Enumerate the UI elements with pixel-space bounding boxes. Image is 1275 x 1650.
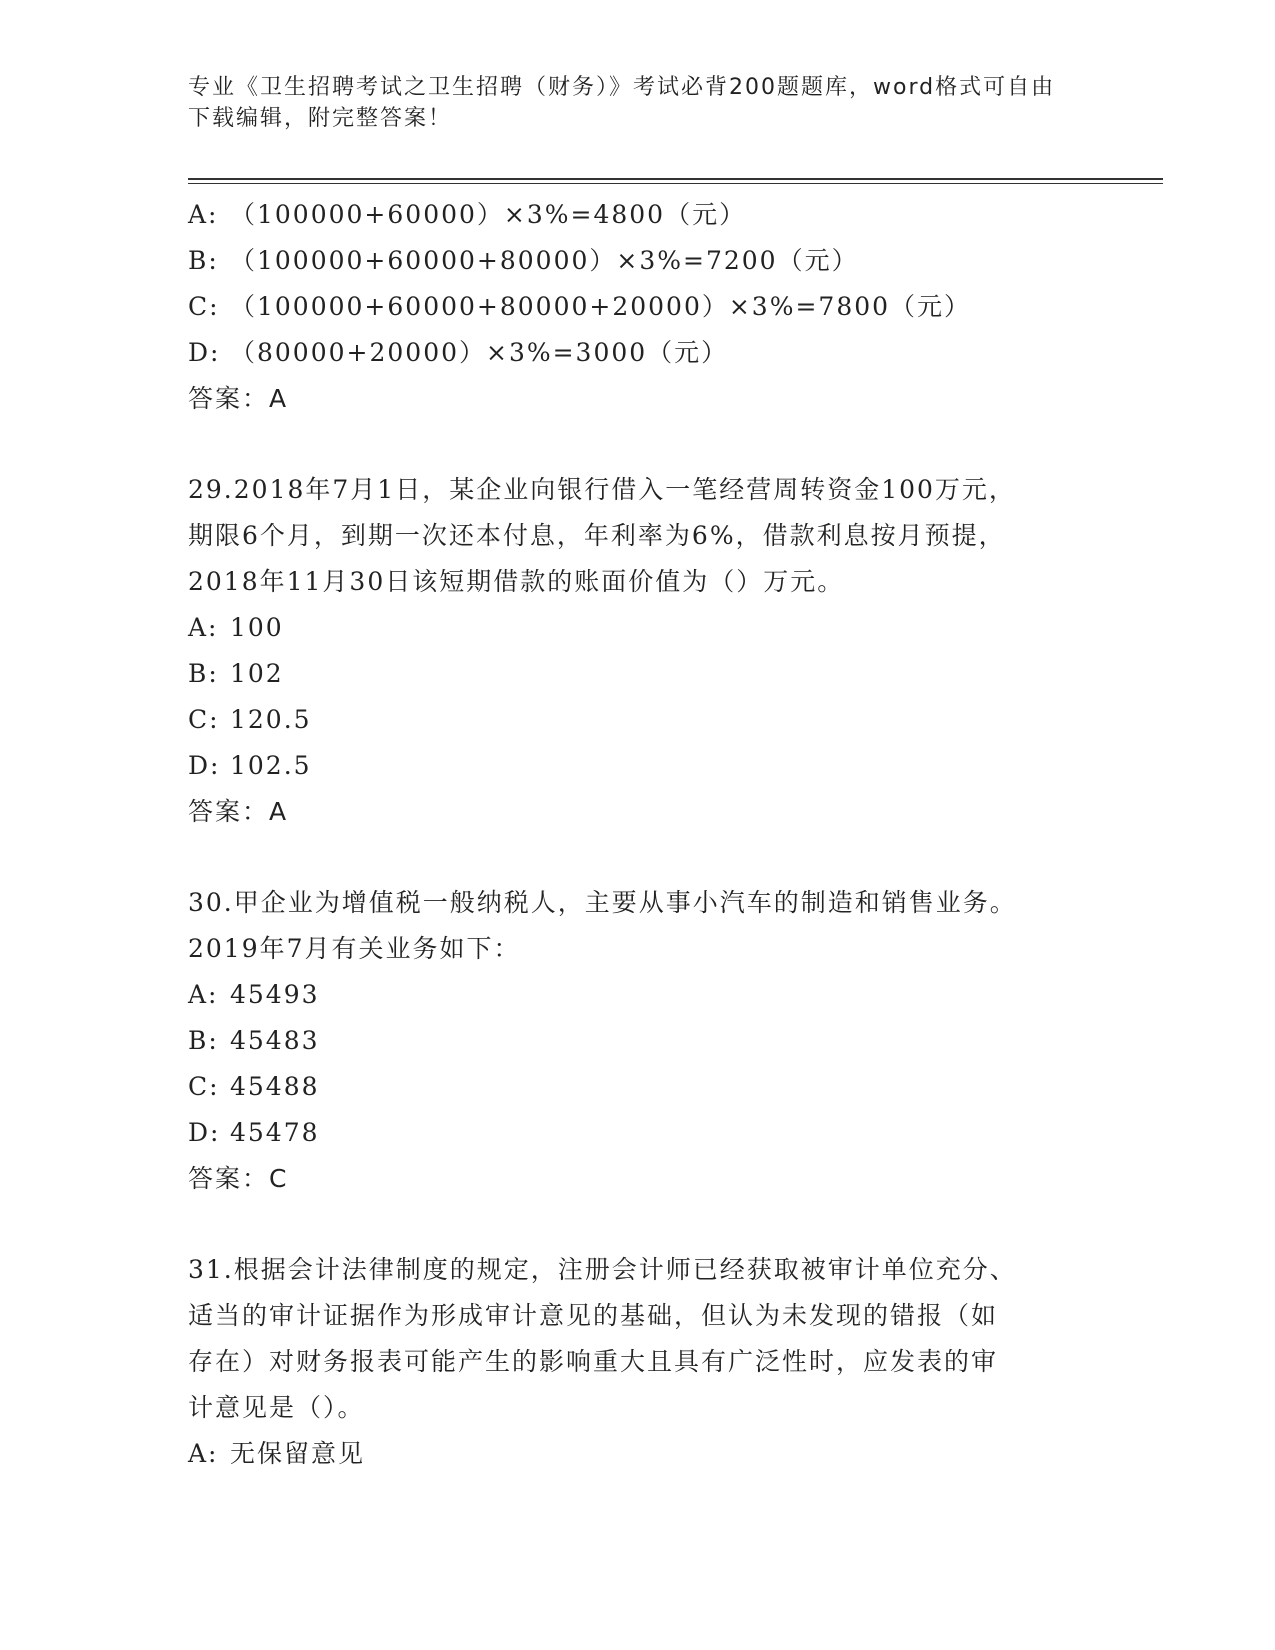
document-header: 专业《卫生招聘考试之卫生招聘（财务）》考试必背200题题库，word格式可自由下载编辑，附完整答案！ (188, 75, 1056, 131)
question-text-line: 期限6个月，到期一次还本付息，年利率为6%，借款利息按月预提， (188, 521, 1006, 550)
question-text-line: 31.根据会计法律制度的规定，注册会计师已经获取被审计单位充分、 (188, 1255, 1017, 1284)
header-rule-thick (188, 178, 1163, 180)
option-a: A: 45493 (188, 980, 320, 1009)
header-rule-thin (188, 183, 1163, 184)
option-b: B: 102 (188, 659, 284, 688)
document-content (188, 192, 1068, 1477)
question-text-line: 29.2018年7月1日，某企业向银行借入一笔经营周转资金100万元， (188, 475, 1016, 504)
option-c: C: 120.5 (188, 705, 312, 734)
question-text-line: 2018年11月30日该短期借款的账面价值为（）万元。 (188, 567, 845, 596)
option-d: D: 102.5 (188, 751, 312, 780)
option-a: A: 无保留意见 (188, 1439, 366, 1468)
question-block-30 (188, 880, 1068, 1202)
question-text-line: 计意见是（）。 (188, 1393, 365, 1422)
question-block-28 (188, 192, 1068, 422)
question-block-29 (188, 467, 1068, 835)
option-d: D: 45478 (188, 1118, 320, 1147)
answer-line: 答案：A (188, 797, 289, 826)
answer-line: 答案：C (188, 1164, 289, 1193)
question-text-line: 适当的审计证据作为形成审计意见的基础，但认为未发现的错报（如 (188, 1301, 999, 1330)
answer-line: 答案：A (188, 384, 289, 413)
question-text-line: 30.甲企业为增值税一般纳税人，主要从事小汽车的制造和销售业务。 (188, 888, 1017, 917)
question-text-line: 2019年7月有关业务如下： (188, 934, 521, 963)
option-c: C: 45488 (188, 1072, 320, 1101)
option-a: A: 100 (188, 613, 284, 642)
option-d: D: （80000+20000）×3%=3000（元） (188, 338, 729, 367)
option-b: B: （100000+60000+80000）×3%=7200（元） (188, 246, 859, 275)
question-block-31 (188, 1247, 1068, 1477)
option-b: B: 45483 (188, 1026, 320, 1055)
question-text-line: 存在）对财务报表可能产生的影响重大且具有广泛性时，应发表的审 (188, 1347, 999, 1376)
option-a: A: （100000+60000）×3%=4800（元） (188, 200, 747, 229)
option-c: C: （100000+60000+80000+20000）×3%=7800（元） (188, 292, 972, 321)
